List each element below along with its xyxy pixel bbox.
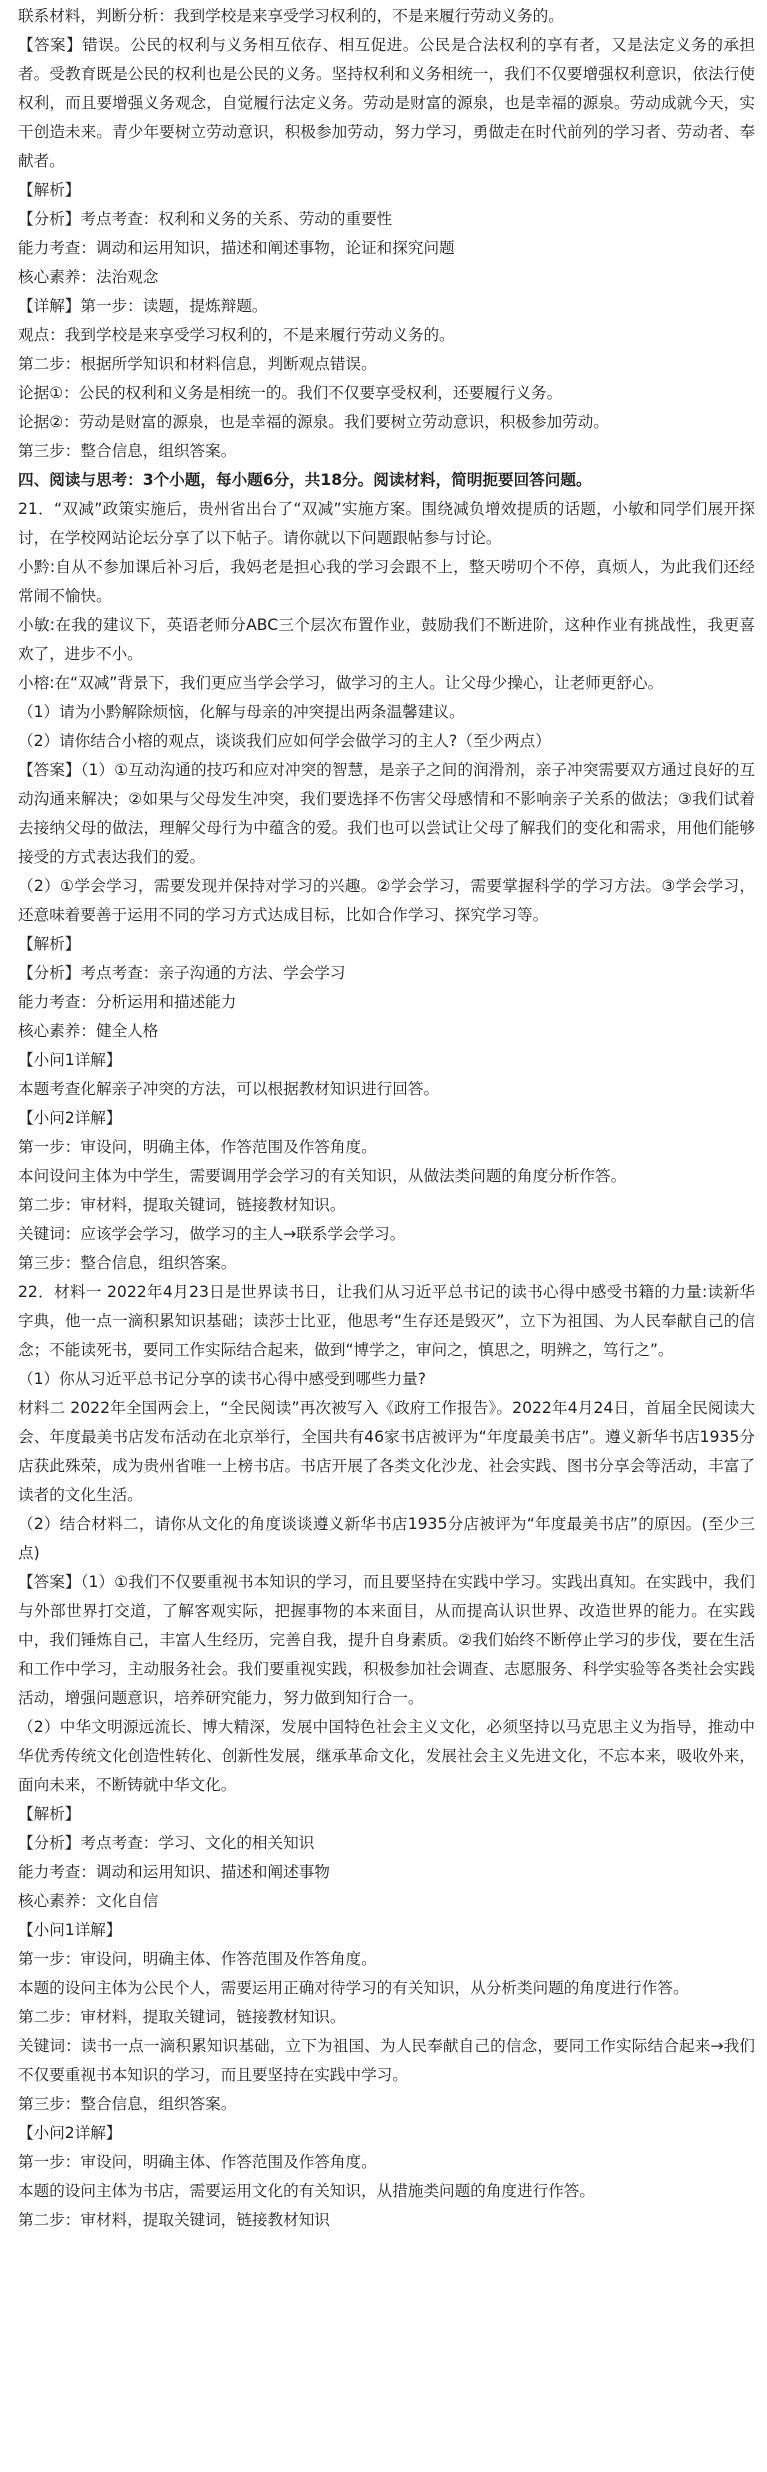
text-line: 能力考查：调动和运用知识、描述和阐述事物 xyxy=(18,1863,330,1881)
text-line: 本题考查化解亲子冲突的方法，可以根据教材知识进行回答。 xyxy=(18,1080,440,1098)
text-line: 第三步：整合信息，组织答案。 xyxy=(18,442,237,460)
text-line: 第三步：整合信息，组织答案。 xyxy=(18,2095,237,2113)
text-line: 本题的设问主体为书店，需要运用文化的有关知识，从措施类问题的角度进行作答。 xyxy=(18,2182,595,2200)
text-line: 小榕:在“双减”背景下，我们更应当学会学习，做学习的主人。让父母少操心，让老师更舒心。 xyxy=(18,674,664,692)
text-line: 第二步：审材料，提取关键词，链接教材知识。 xyxy=(18,2008,346,2026)
text-line: 本题的设问主体为公民个人，需要运用正确对待学习的有关知识，从分析类问题的角度进行作答。 xyxy=(18,1979,689,1997)
text-line: （2）①学会学习，需要发现并保持对学习的兴趣。②学会学习，需要掌握科学的学习方法。③学会学习，还意味着要善于运用不同的学习方式达成目标，比如合作学习、探究学习等。 xyxy=(18,877,755,924)
text-line: 材料二 2022年全国两会上，“全民阅读”再次被写入《政府工作报告》。2022年4月24日，首届全民阅读大会、年度最美书店发布活动在北京举行，全国共有46家书店被评为“年度最美书店”。遵义新华书店1935分店获此殊荣，成为贵州省唯一上榜书店。书店开展了各类文化沙龙、社会实践、图书分享会等活动，丰富了读者的文化生活。 xyxy=(18,1399,755,1504)
text-line: （2）中华文明源远流长、博大精深，发展中国特色社会主义文化，必须坚持以马克思主义为指导，推动中华优秀传统文化创造性转化、创新性发展，继承革命文化，发展社会主义先进文化，不忘本来，吸收外来，面向未来，不断铸就中华文化。 xyxy=(18,1718,756,1794)
text-line: 能力考查：分析运用和描述能力 xyxy=(18,993,237,1011)
text-line: 【小问2详解】 xyxy=(18,1109,122,1127)
text-line: 论据①：公民的权利和义务是相统一的。我们不仅要享受权利，还要履行义务。 xyxy=(18,384,563,402)
text-line: 【详解】第一步：读题，提炼辩题。 xyxy=(18,297,268,315)
text-line: 【小问2详解】 xyxy=(18,2124,122,2142)
text-line: 第二步：根据所学知识和材料信息，判断观点错误。 xyxy=(18,355,377,373)
text-line: 小黔:自从不参加课后补习后，我妈老是担心我的学习会跟不上，整天唠叨个不停，真烦人，为此我们还经常闹不愉快。 xyxy=(18,558,755,605)
text-line: 关键词：应该学会学习，做学习的主人→联系学会学习。 xyxy=(18,1225,406,1243)
answer-paragraph: 【答案】（1）①我们不仅要重视书本知识的学习，而且要坚持在实践中学习。实践出真知。在实践中，我们与外部世界打交道，了解客观实际，把握事物的本来面目，从而提高认识世界、改造世界的能力。在实践中，我们锤炼自己，丰富人生经历，完善自我，提升自身素质。②我们始终不断停止学习的步伐，要在生活和工作中学习，主动服务社会。我们要重视实践，积极参加社会调查、志愿服务、科学实验等各类社会实践活动，增强问题意识，培养研究能力，努力做到知行合一。 xyxy=(18,1573,755,1707)
text-line: 【分析】考点考查：亲子沟通的方法、学会学习 xyxy=(18,964,346,982)
text-line: 联系材料，判断分析：我到学校是来享受学习权利的，不是来履行劳动义务的。 xyxy=(18,7,564,25)
text-line: 【小问1详解】 xyxy=(18,1051,122,1069)
question-stem: 21．“双减”政策实施后，贵州省出台了“双减”实施方案。围绕减负增效提质的话题，小敏和同学们展开探讨，在学校网站论坛分享了以下帖子。请你就以下问题跟帖参与讨论。 xyxy=(18,500,755,547)
text-line: 能力考查：调动和运用知识，描述和阐述事物，论证和探究问题 xyxy=(18,239,455,257)
text-line: （1）请为小黔解除烦恼，化解与母亲的冲突提出两条温馨建议。 xyxy=(18,703,465,721)
text-line: 【分析】考点考查：学习、文化的相关知识 xyxy=(18,1834,315,1852)
answer-paragraph: 【答案】（1）①互动沟通的技巧和应对冲突的智慧，是亲子之间的润滑剂，亲子冲突需要双方通过良好的互动沟通来解决；②如果与父母发生冲突，我们要选择不伤害父母感情和不影响亲子关系的做法；③我们试着去接纳父母的做法，理解父母行为中蕴含的爱。我们也可以尝试让父母了解我们的变化和需求，用他们能够接受的方式表达我们的爱。 xyxy=(18,761,755,866)
text-line: 小敏:在我的建议下，英语老师分ABC三个层次布置作业，鼓励我们不断进阶，这种作业有挑战性，我更喜欢了，进步不小。 xyxy=(18,616,755,663)
analysis-heading: 【解析】 xyxy=(18,181,81,199)
text-line: 第一步：审设问，明确主体、作答范围及作答角度。 xyxy=(18,2153,377,2171)
text-line: 第二步：审材料，提取关键词，链接教材知识。 xyxy=(18,1196,346,1214)
section-heading: 四、阅读与思考：3个小题，每小题6分，共18分。阅读材料，简明扼要回答问题。 xyxy=(18,471,592,489)
text-line: 论据②：劳动是财富的源泉，也是幸福的源泉。我们要树立劳动意识，积极参加劳动。 xyxy=(18,413,609,431)
text-line: 【小问1详解】 xyxy=(18,1921,122,1939)
analysis-heading: 【解析】 xyxy=(18,1805,81,1823)
text-line: 第二步：审材料，提取关键词，链接教材知识 xyxy=(18,2211,330,2229)
text-line: 本问设问主体为中学生，需要调用学会学习的有关知识，从做法类问题的角度分析作答。 xyxy=(18,1167,627,1185)
text-line: 【分析】考点考查：权利和义务的关系、劳动的重要性 xyxy=(18,210,393,228)
text-line: 关键词：读书一点一滴积累知识基础，立下为祖国、为人民奉献自己的信念，要同工作实际结合起来→我们不仅要重视书本知识的学习，而且要坚持在实践中学习。 xyxy=(18,2037,755,2084)
text-line: 第一步：审设问，明确主体、作答范围及作答角度。 xyxy=(18,1950,377,1968)
text-line: （2）结合材料二，请你从文化的角度谈谈遵义新华书店1935分店被评为“年度最美书店”的原因。(至少三点) xyxy=(18,1515,755,1562)
text-line: 第三步：整合信息，组织答案。 xyxy=(18,1254,237,1272)
text-line: 核心素养：健全人格 xyxy=(18,1022,159,1040)
analysis-heading: 【解析】 xyxy=(18,935,81,953)
question-stem: 22．材料一 2022年4月23日是世界读书日，让我们从习近平总书记的读书心得中感受书籍的力量:读新华字典，他一点一滴积累知识基础；读莎士比亚，他思考“生存还是毁灭”，立下为祖国、为人民奉献自己的信念；不能读死书，要同工作实际结合起来，做到“博学之，审问之，慎思之，明辨之，笃行之”。 xyxy=(18,1283,755,1359)
text-line: 核心素养：文化自信 xyxy=(18,1892,159,1910)
text-line: （1）你从习近平总书记分享的读书心得中感受到哪些力量? xyxy=(18,1370,427,1388)
text-line: 观点：我到学校是来享受学习权利的，不是来履行劳动义务的。 xyxy=(18,326,455,344)
text-line: 核心素养：法治观念 xyxy=(18,268,159,286)
text-line: 第一步：审设问，明确主体，作答范围及作答角度。 xyxy=(18,1138,377,1156)
answer-paragraph: 【答案】错误。公民的权利与义务相互依存、相互促进。公民是合法权利的享有者，又是法定义务的承担者。受教育既是公民的权利也是公民的义务。坚持权利和义务相统一，我们不仅要增强权利意识，依法行使权利，而且要增强义务观念，自觉履行法定义务。劳动是财富的源泉，也是幸福的源泉。劳动成就今天，实干创造未来。青少年要树立劳动意识，积极参加劳动，努力学习，勇做走在时代前列的学习者、劳动者、奉献者。 xyxy=(18,36,755,170)
text-line: （2）请你结合小榕的观点，谈谈我们应如何学会做学习的主人?（至少两点） xyxy=(18,732,551,750)
